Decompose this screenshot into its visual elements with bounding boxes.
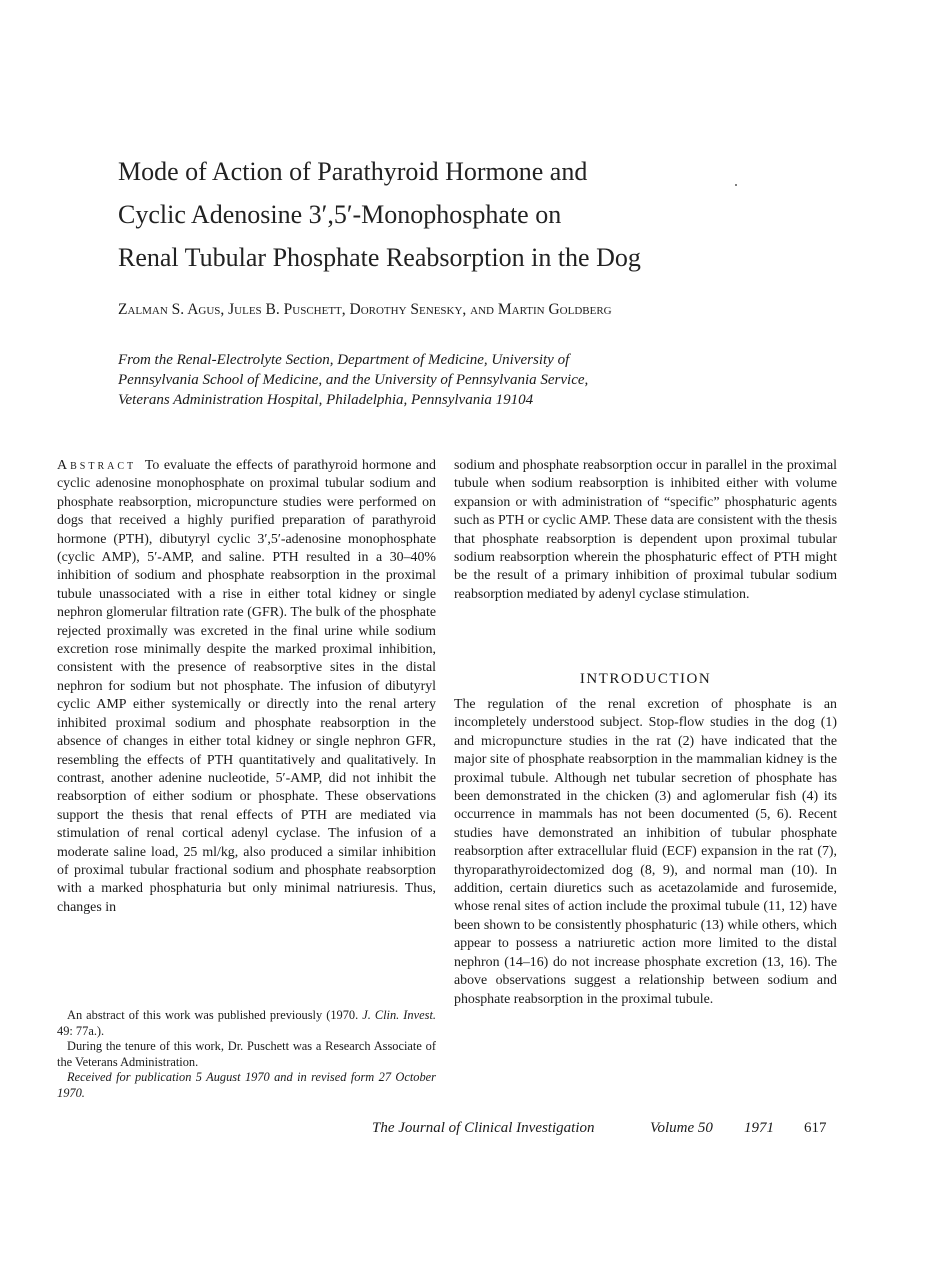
footer-year: 1971 xyxy=(744,1120,774,1136)
author-list: Zalman S. Agus, Jules B. Puschett, Dorothy Senesky, and Martin Goldberg xyxy=(118,301,612,318)
affiliation-line-1: From the Renal-Electrolyte Section, Department of Medicine, University of xyxy=(118,352,570,368)
affiliation xyxy=(118,350,678,410)
abstract-continuation-column xyxy=(454,457,837,604)
footnotes xyxy=(57,1008,436,1102)
footnote-journal-abbrev: J. Clin. Invest. xyxy=(362,1008,436,1022)
footer-page-number: 617 xyxy=(804,1120,827,1136)
title-line-1: Mode of Action of Parathyroid Hormone and xyxy=(118,157,588,186)
introduction-heading: INTRODUCTION xyxy=(579,671,712,687)
title-line-3: Renal Tubular Phosphate Reabsorption in the Dog xyxy=(118,243,641,272)
affiliation-line-2: Pennsylvania School of Medicine, and the University of Pennsylvania Service, xyxy=(118,372,589,388)
footnote-abstract-text: An abstract of this work was published previously (1970. xyxy=(67,1008,359,1022)
footer-volume: Volume 50 xyxy=(650,1120,713,1136)
abstract-paragraph xyxy=(57,457,436,917)
abstract-left-column xyxy=(57,457,436,917)
footnote-received-date: Received for publication 5 August 1970 and in revised form 27 October 1970. xyxy=(57,1070,436,1100)
footnote-citation: 49: 77a.). xyxy=(57,1023,105,1038)
abstract-continuation: sodium and phosphate reabsorption occur in parallel in the proximal tubule when sodium reabsorption is inhibited either with volume expansion or with administration of “specific” phosphaturic agents such as PTH or cyclic AMP. These data are consistent with the thesis that phosphate reabsorption is dependent upon proximal tubular sodium reabsorption wherein the phosphaturic effect of PTH might be the result of a primary inhibition of proximal tubular sodium reabsorption mediated by adenyl cyclase stimulation. xyxy=(454,458,837,602)
abstract-label: Abstract xyxy=(57,458,137,473)
introduction-paragraph: The regulation of the renal excretion of phosphate is an incompletely understood subject. Stop-flow studies in the dog (1) and micropuncture studies in the rat (2) have indicated that the major site of phosphate reabsorption in the mammalian kidney is the proximal tubule. Although net tubular secretion of phosphate has been demonstrated in the chicken (3) and aglomerular fish (4) its occurrence in mammals has not been documented (5, 6). Recent studies have demonstrated an inhibition of tubular phosphate reabsorption after extracellular fluid (ECF) expansion in the rat (7), thyroparathyroidectomized dog (8, 9), and normal man (10). In addition, certain diuretics such as acetazolamide and furosemide, whose renal sites of action include the proximal tubule (11, 12) have been shown to be consistently phosphaturic (13) while others, which appear to possess a natriuretic action more limited to the distal nephron (14–16) do not increase phosphate excretion (13, 16). The above observations suggest a relationship between sodium and phosphate reabsorption in the proximal tubule. xyxy=(454,697,837,1007)
affiliation-line-3: Veterans Administration Hospital, Philadelphia, Pennsylvania 19104 xyxy=(118,392,534,408)
introduction-column xyxy=(454,696,837,1009)
title-line-2: Cyclic Adenosine 3′,5′-Monophosphate on xyxy=(118,200,562,229)
footnote-research-associate: During the tenure of this work, Dr. Puschett was a Research Associate of the Veterans Administration. xyxy=(57,1039,436,1069)
abstract-text: To evaluate the effects of parathyroid hormone and cyclic adenosine monophosphate on proximal tubular sodium and phosphate reabsorption, micropuncture studies were performed on dogs that received a highly purified preparation of parathyroid hormone (PTH), dibutyryl cyclic 3′,5′-adenosine monophosphate (cyclic AMP), 5′-AMP, and saline. PTH resulted in a 30–40% inhibition of sodium and phosphate reabsorption in the proximal tubule unassociated with a rise in either total kidney or single nephron glomerular filtration rate (GFR). The bulk of the phosphate rejected proximally was excreted in the final urine while sodium excretion rose minimally despite the marked proximal inhibition, consistent with the presence of reabsorptive sites in the distal nephron for sodium but not phosphate. The infusion of dibutyryl cyclic AMP either systemically or directly into the renal artery inhibited proximal sodium and phosphate reabsorption in the absence of changes in either total kidney or single nephron GFR, resembling the effects of PTH quantitatively and qualitatively. In contrast, another adenine nucleotide, 5′-AMP, did not inhibit the reabsorption of either sodium or phosphate. These observations support the thesis that renal effects of PTH are mediated via stimulation of renal cortical adenyl cyclase. The infusion of a moderate saline load, 25 ml/kg, also produced a similar inhibition of proximal tubular fractional sodium and phosphate reabsorption with a marked phosphaturia but only minimal natriuresis. Thus, changes in xyxy=(57,458,436,915)
article-title xyxy=(118,150,798,279)
footnote-abstract-published xyxy=(57,1008,436,1039)
footer-journal-name: The Journal of Clinical Investigation xyxy=(372,1120,595,1136)
